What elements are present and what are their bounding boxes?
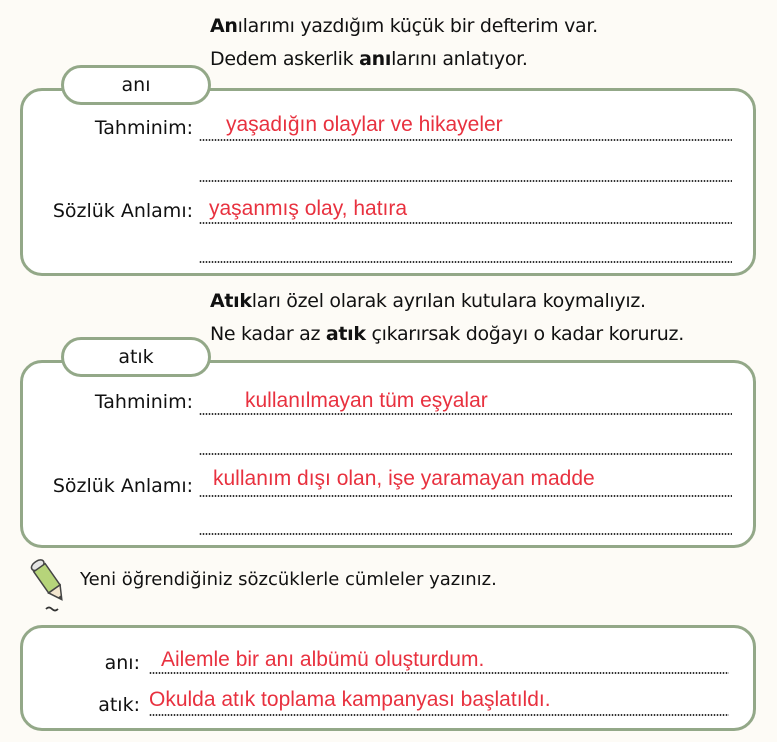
atik-intro-sentence-1 <box>210 285 646 317</box>
sentences-card <box>20 625 756 731</box>
atik-intro-text: çıkarırsak doğayı o kadar koruruz. <box>365 323 684 345</box>
atik-intro-sentence-2 <box>210 318 684 350</box>
atik-intro-text: Ne kadar az <box>210 323 326 345</box>
atik-sozluk-label-row <box>23 471 193 501</box>
pencil-icon <box>26 557 74 613</box>
atik-intro-bold: Atık <box>210 290 252 312</box>
ani-tahmin-label-row <box>23 113 193 143</box>
ani-word-tag: anı <box>61 65 211 105</box>
ani-intro-text: Dedem askerlik <box>210 48 360 70</box>
ani-intro-text: ılarımı yazdığım küçük bir defterim var. <box>237 15 598 37</box>
ani-intro-bold: An <box>210 15 238 37</box>
ani-intro-sentence-2 <box>210 43 528 75</box>
atik-sentence-label-row <box>23 690 140 720</box>
ani-intro-text: larını anlatıyor. <box>391 48 528 70</box>
ani-sentence-answer[interactable]: Ailemle bir anı albümü oluşturdum. <box>161 648 485 671</box>
instruction-text: Yeni öğrendiğiniz sözcüklerle cümleler yazınız. <box>80 569 497 590</box>
atik-intro-bold: atık <box>325 323 366 345</box>
atik-tahmin-answer[interactable]: kullanılmayan tüm eşyalar <box>245 389 488 412</box>
tahmin-label: Tahminim: <box>94 391 193 413</box>
ani-sentence-label-row <box>23 648 140 678</box>
atik-sozluk-line[interactable] <box>199 495 732 497</box>
ani-sozluk-line-2[interactable] <box>199 261 732 263</box>
tahmin-label: Tahminim: <box>94 117 193 139</box>
ani-sozluk-answer[interactable]: yaşanmış olay, hatıra <box>209 197 408 220</box>
sozluk-label: Sözlük Anlamı: <box>52 200 193 222</box>
atik-definition-card <box>20 346 756 548</box>
ani-intro-sentence-1 <box>210 10 598 42</box>
atik-tahmin-label-row <box>23 387 193 417</box>
ani-definition-card <box>20 74 756 276</box>
atik-sentence-answer[interactable]: Okulda atık toplama kampanyası başlatıldı. <box>149 688 551 711</box>
atik-sozluk-line-2[interactable] <box>199 533 732 535</box>
atik-intro-text: ları özel olarak ayrılan kutulara koymalıyız. <box>251 290 646 312</box>
atik-sentence-line[interactable] <box>149 714 729 716</box>
atik-tahmin-line-2[interactable] <box>199 453 732 455</box>
atik-word-tag: atık <box>61 337 211 377</box>
ani-tahmin-line[interactable] <box>199 139 732 141</box>
atik-sentence-label: atık: <box>98 694 140 716</box>
ani-sentence-label: anı: <box>104 652 140 674</box>
sozluk-label: Sözlük Anlamı: <box>52 475 193 497</box>
atik-sozluk-answer[interactable]: kullanım dışı olan, işe yaramayan madde <box>213 467 595 490</box>
ani-tahmin-line-2[interactable] <box>199 180 732 182</box>
ani-intro-bold: anı <box>359 48 392 70</box>
ani-sozluk-label-row <box>23 196 193 226</box>
ani-tahmin-answer[interactable]: yaşadığın olaylar ve hikayeler <box>226 113 503 136</box>
